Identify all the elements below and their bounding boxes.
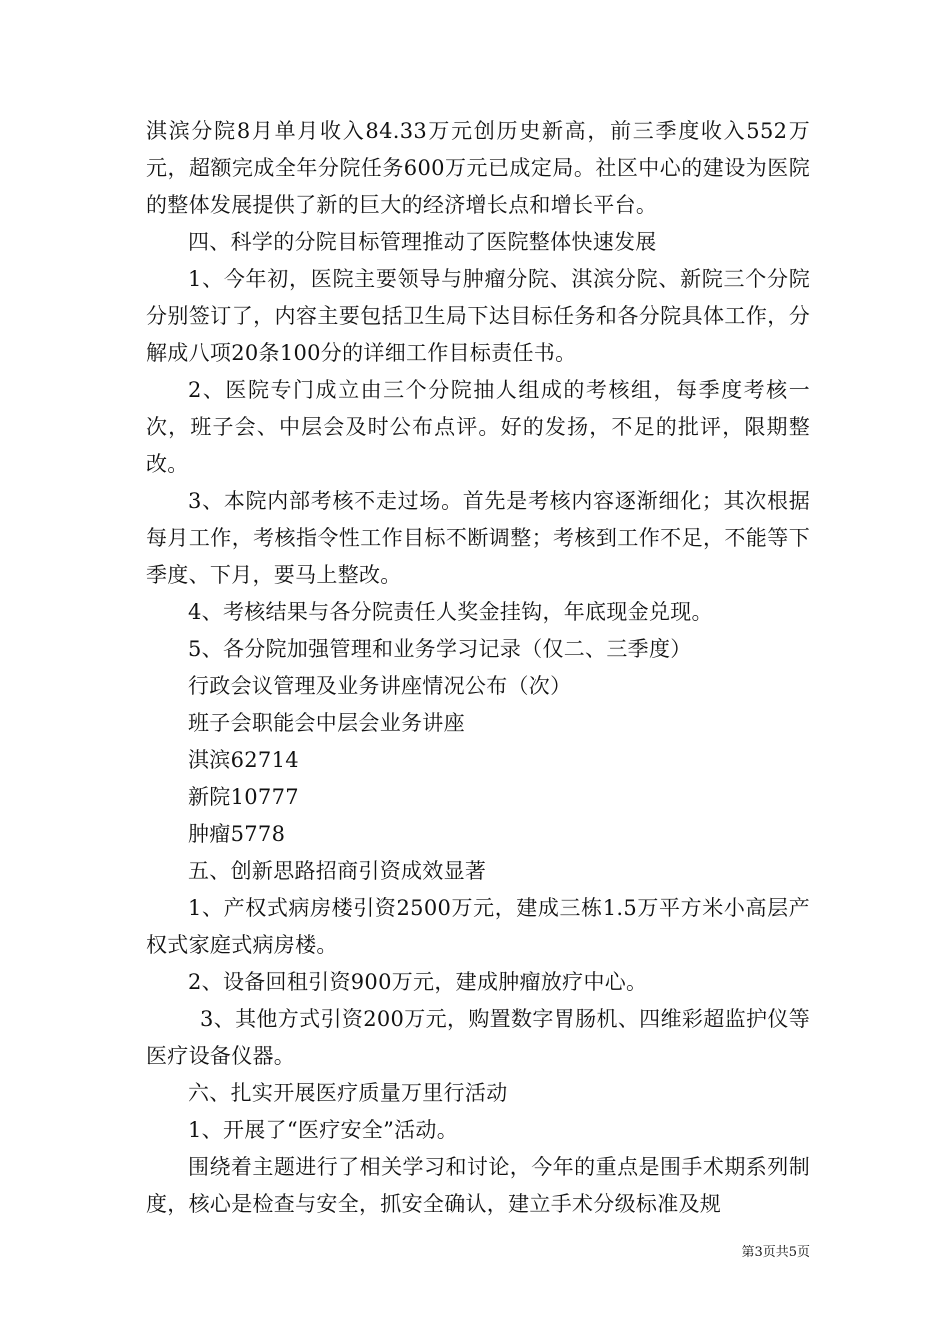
paragraph-safety-activity: 1、开展了“医疗安全”活动。 xyxy=(188,1118,459,1142)
table-caption: 行政会议管理及业务讲座情况公布（次） xyxy=(188,674,572,698)
paragraph-income: 淇滨分院8月单月收入84.33万元创历史新高，前三季度收入552万元，超额完成全年分院任务600万元已成定局。社区中心的建设为医院的整体发展提供了新的巨大的经济增长点和增长平台。 xyxy=(146,119,810,217)
table-row-zhongliu: 肿瘤5778 xyxy=(188,822,286,846)
paragraph-item-5: 5、各分院加强管理和业务学习记录（仅二、三季度） xyxy=(188,637,692,661)
paragraph-investment-2: 2、设备回租引资900万元，建成肿瘤放疗中心。 xyxy=(188,970,648,994)
heading-section-5: 五、创新思路招商引资成效显著 xyxy=(188,859,487,883)
paragraph-item-1: 1、今年初，医院主要领导与肿瘤分院、淇滨分院、新院三个分院分别签订了，内容主要包括卫生局下达目标任务和各分院具体工作，分解成八项20条100分的详细工作目标责任书。 xyxy=(146,267,810,365)
paragraph-item-4: 4、考核结果与各分院责任人奖金挂钩，年底现金兑现。 xyxy=(188,600,713,624)
document-body xyxy=(146,113,810,1223)
paragraph-surgery-system: 围绕着主题进行了相关学习和讨论，今年的重点是围手术期系列制度，核心是检查与安全，抓安全确认，建立手术分级标准及规 xyxy=(146,1155,810,1216)
paragraph-investment-3: 3、其他方式引资200万元，购置数字胃肠机、四维彩超监护仪等医疗设备仪器。 xyxy=(146,1007,810,1068)
heading-section-6: 六、扎实开展医疗质量万里行活动 xyxy=(188,1081,508,1105)
paragraph-investment-1: 1、产权式病房楼引资2500万元，建成三栋1.5万平方米小高层产权式家庭式病房楼。 xyxy=(146,896,810,957)
paragraph-item-3: 3、本院内部考核不走过场。首先是考核内容逐渐细化；其次根据每月工作，考核指令性工作目标不断调整；考核到工作不足，不能等下季度、下月，要马上整改。 xyxy=(146,489,810,587)
table-row-qibin: 淇滨62714 xyxy=(188,748,299,772)
table-row-xinyuan: 新院10777 xyxy=(188,785,299,809)
paragraph-item-2: 2、医院专门成立由三个分院抽人组成的考核组，每季度考核一次，班子会、中层会及时公布点评。好的发扬，不足的批评，限期整改。 xyxy=(146,378,810,476)
page-number: 第3页共5页 xyxy=(741,1245,810,1260)
heading-section-4: 四、科学的分院目标管理推动了医院整体快速发展 xyxy=(188,230,657,254)
table-header-line: 班子会职能会中层会业务讲座 xyxy=(188,711,465,735)
